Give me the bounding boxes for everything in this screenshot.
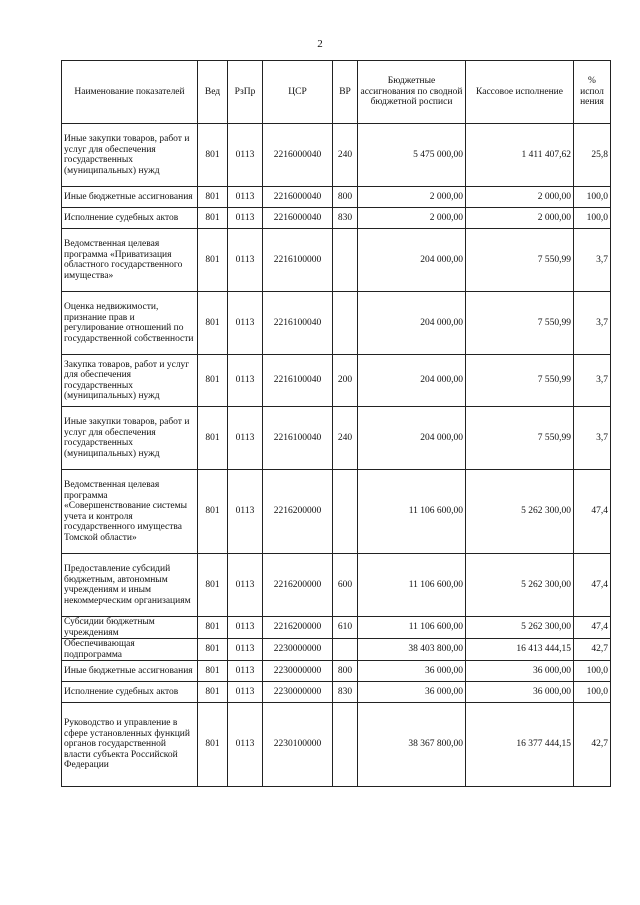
table-row	[62, 639, 611, 661]
cell-budget: 11 106 600,00	[358, 617, 466, 639]
cell-vr: 610	[333, 617, 358, 639]
cell-name: Исполнение судебных актов	[62, 682, 198, 703]
cell-name: Ведомственная целевая программа «Совершенствование системы учета и контроля государственного имущества Томской области»	[62, 470, 198, 554]
cell-budget: 2 000,00	[358, 208, 466, 229]
table-row	[62, 208, 611, 229]
cell-csr: 2230000000	[263, 682, 333, 703]
cell-budget: 11 106 600,00	[358, 470, 466, 554]
cell-percent: 25,8	[574, 124, 611, 187]
cell-cash: 7 550,99	[466, 407, 574, 470]
cell-cash: 36 000,00	[466, 661, 574, 682]
cell-vr: 240	[333, 407, 358, 470]
cell-percent: 100,0	[574, 661, 611, 682]
cell-percent: 47,4	[574, 470, 611, 554]
cell-csr: 2216000040	[263, 124, 333, 187]
cell-vr: 830	[333, 208, 358, 229]
table-row	[62, 470, 611, 554]
cell-budget: 36 000,00	[358, 682, 466, 703]
cell-percent: 42,7	[574, 703, 611, 787]
table-row	[62, 124, 611, 187]
header-vr: ВР	[333, 61, 358, 124]
cell-cash: 5 262 300,00	[466, 554, 574, 617]
cell-ved: 801	[198, 187, 228, 208]
page-number: 2	[317, 38, 323, 50]
cell-cash: 2 000,00	[466, 208, 574, 229]
cell-rzpr: 0113	[228, 355, 263, 407]
cell-budget: 204 000,00	[358, 292, 466, 355]
cell-name: Иные закупки товаров, работ и услуг для обеспечения государственных (муниципальных) нужд	[62, 407, 198, 470]
cell-name: Руководство и управление в сфере установленных функций органов государственной власти субъекта Российской Федерации	[62, 703, 198, 787]
cell-name: Иные бюджетные ассигнования	[62, 661, 198, 682]
header-rzpr: РзПр	[228, 61, 263, 124]
table-row	[62, 617, 611, 639]
cell-percent: 3,7	[574, 229, 611, 292]
cell-rzpr: 0113	[228, 407, 263, 470]
cell-cash: 7 550,99	[466, 229, 574, 292]
cell-ved: 801	[198, 124, 228, 187]
cell-vr	[333, 639, 358, 661]
cell-rzpr: 0113	[228, 554, 263, 617]
table-row	[62, 292, 611, 355]
cell-percent: 47,4	[574, 617, 611, 639]
cell-rzpr: 0113	[228, 639, 263, 661]
cell-ved: 801	[198, 407, 228, 470]
header-name: Наименование показателей	[62, 61, 198, 124]
cell-name: Иные бюджетные ассигнования	[62, 187, 198, 208]
cell-name: Оценка недвижимости, признание прав и регулирование отношений по государственной собственности	[62, 292, 198, 355]
cell-cash: 16 377 444,15	[466, 703, 574, 787]
cell-cash: 2 000,00	[466, 187, 574, 208]
cell-name: Обеспечивающая подпрограмма	[62, 639, 198, 661]
cell-name: Закупка товаров, работ и услуг для обеспечения государственных (муниципальных) нужд	[62, 355, 198, 407]
table-header-row	[62, 61, 611, 124]
cell-csr: 2216100040	[263, 407, 333, 470]
cell-csr: 2230100000	[263, 703, 333, 787]
cell-budget: 38 367 800,00	[358, 703, 466, 787]
cell-percent: 3,7	[574, 355, 611, 407]
cell-budget: 5 475 000,00	[358, 124, 466, 187]
cell-budget: 36 000,00	[358, 661, 466, 682]
cell-vr	[333, 229, 358, 292]
cell-csr: 2216100000	[263, 229, 333, 292]
cell-vr	[333, 703, 358, 787]
cell-vr: 800	[333, 661, 358, 682]
cell-percent: 100,0	[574, 682, 611, 703]
cell-csr: 2216100040	[263, 292, 333, 355]
cell-csr: 2216000040	[263, 187, 333, 208]
cell-vr	[333, 470, 358, 554]
cell-budget: 204 000,00	[358, 355, 466, 407]
cell-percent: 100,0	[574, 208, 611, 229]
cell-rzpr: 0113	[228, 617, 263, 639]
cell-ved: 801	[198, 682, 228, 703]
cell-cash: 5 262 300,00	[466, 470, 574, 554]
cell-name: Ведомственная целевая программа «Приватизация областного государственного имущества»	[62, 229, 198, 292]
table-row	[62, 554, 611, 617]
cell-rzpr: 0113	[228, 208, 263, 229]
cell-rzpr: 0113	[228, 682, 263, 703]
cell-percent: 3,7	[574, 292, 611, 355]
cell-ved: 801	[198, 229, 228, 292]
cell-rzpr: 0113	[228, 229, 263, 292]
cell-rzpr: 0113	[228, 703, 263, 787]
header-csr: ЦСР	[263, 61, 333, 124]
cell-percent: 47,4	[574, 554, 611, 617]
cell-rzpr: 0113	[228, 661, 263, 682]
table-row	[62, 682, 611, 703]
cell-ved: 801	[198, 617, 228, 639]
cell-budget: 38 403 800,00	[358, 639, 466, 661]
cell-ved: 801	[198, 355, 228, 407]
cell-name: Субсидии бюджетным учреждениям	[62, 617, 198, 639]
cell-cash: 7 550,99	[466, 355, 574, 407]
cell-ved: 801	[198, 554, 228, 617]
cell-name: Предоставление субсидий бюджетным, автономным учреждениям и иным некоммерческим организациям	[62, 554, 198, 617]
cell-csr: 2230000000	[263, 661, 333, 682]
header-cash: Кассовое исполнение	[466, 61, 574, 124]
cell-ved: 801	[198, 661, 228, 682]
cell-budget: 2 000,00	[358, 187, 466, 208]
cell-budget: 204 000,00	[358, 229, 466, 292]
table-row	[62, 229, 611, 292]
cell-ved: 801	[198, 470, 228, 554]
cell-csr: 2216100040	[263, 355, 333, 407]
cell-ved: 801	[198, 703, 228, 787]
cell-csr: 2216200000	[263, 470, 333, 554]
header-ved: Вед	[198, 61, 228, 124]
cell-csr: 2216200000	[263, 617, 333, 639]
cell-name: Исполнение судебных актов	[62, 208, 198, 229]
table-row	[62, 355, 611, 407]
cell-percent: 100,0	[574, 187, 611, 208]
cell-ved: 801	[198, 208, 228, 229]
cell-cash: 5 262 300,00	[466, 617, 574, 639]
cell-rzpr: 0113	[228, 470, 263, 554]
cell-csr: 2230000000	[263, 639, 333, 661]
cell-vr: 800	[333, 187, 358, 208]
cell-percent: 3,7	[574, 407, 611, 470]
cell-vr: 200	[333, 355, 358, 407]
cell-name: Иные закупки товаров, работ и услуг для обеспечения государственных (муниципальных) нужд	[62, 124, 198, 187]
cell-vr	[333, 292, 358, 355]
cell-cash: 36 000,00	[466, 682, 574, 703]
cell-csr: 2216000040	[263, 208, 333, 229]
cell-budget: 11 106 600,00	[358, 554, 466, 617]
cell-csr: 2216200000	[263, 554, 333, 617]
cell-vr: 830	[333, 682, 358, 703]
cell-rzpr: 0113	[228, 187, 263, 208]
table-row	[62, 703, 611, 787]
cell-rzpr: 0113	[228, 124, 263, 187]
table-row	[62, 187, 611, 208]
cell-vr: 600	[333, 554, 358, 617]
header-percent: % испол нения	[574, 61, 611, 124]
cell-budget: 204 000,00	[358, 407, 466, 470]
table-row	[62, 407, 611, 470]
budget-execution-table	[61, 60, 611, 787]
cell-percent: 42,7	[574, 639, 611, 661]
cell-ved: 801	[198, 292, 228, 355]
table-row	[62, 661, 611, 682]
cell-cash: 1 411 407,62	[466, 124, 574, 187]
cell-ved: 801	[198, 639, 228, 661]
header-budget: Бюджетные ассигнования по сводной бюджетной росписи	[358, 61, 466, 124]
cell-vr: 240	[333, 124, 358, 187]
cell-cash: 16 413 444,15	[466, 639, 574, 661]
cell-rzpr: 0113	[228, 292, 263, 355]
cell-cash: 7 550,99	[466, 292, 574, 355]
